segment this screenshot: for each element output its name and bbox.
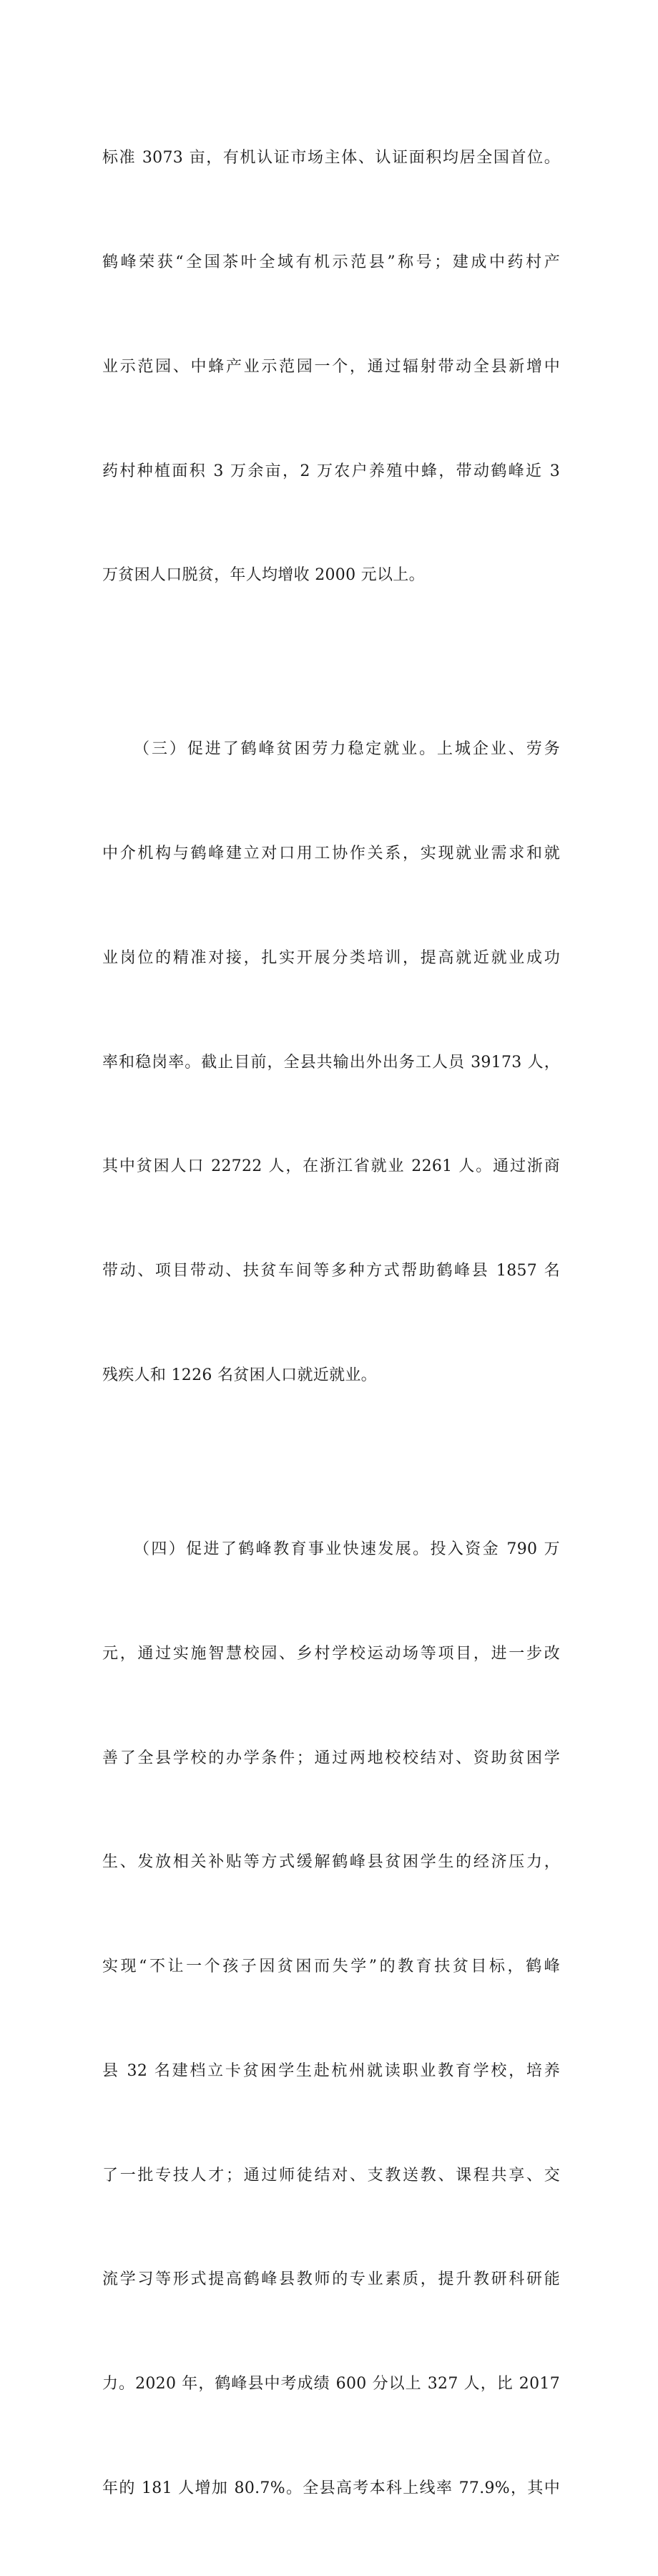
text-line: 其中贫困人口 22722 人，在浙江省就业 2261 人。通过浙商	[102, 1157, 560, 1176]
text-line: （四）促进了鹤峰教育事业快速发展。投入资金 790 万	[134, 1540, 560, 1558]
text-line: 生、发放相关补贴等方式缓解鹤峰县贫困学生的经济压力，	[102, 1853, 560, 1872]
text-line: 年的 181 人增加 80.7%。全县高考本科上线率 77.9%，其中	[102, 2479, 560, 2497]
text-line: 流学习等形式提高鹤峰县教师的专业素质，提升教研科研能	[102, 2270, 560, 2289]
text-line: 善了全县学校的办学条件；通过两地校校结对、资助贫困学	[102, 1749, 560, 1767]
text-line: 万贫困人口脱贫，年人均增收 2000 元以上。	[102, 566, 425, 585]
paragraph-3	[102, 1463, 560, 2576]
text-line: 了一批专技人才；通过师徒结对、支教送教、课程共享、交	[102, 2166, 560, 2184]
text-line: 药村种植面积 3 万余亩，2 万农户养殖中蜂，带动鹤峰近 3	[102, 462, 560, 480]
text-line: 中介机构与鹤峰建立对口用工协作关系，实现就业需求和就	[102, 845, 560, 863]
text-line: 力。2020 年，鹤峰县中考成绩 600 分以上 327 人，比 2017	[102, 2375, 560, 2393]
text-line: 鹤峰荣获“全国茶叶全域有机示范县”称号；建成中药村产	[102, 253, 560, 271]
text-line: 业岗位的精准对接，扎实开展分类培训，提高就近就业成功	[102, 948, 560, 967]
text-line: 率和稳岗率。截止目前，全县共输出外出务工人员 39173 人，	[102, 1053, 560, 1071]
text-line: 标准 3073 亩，有机认证市场主体、认证面积均居全国首位。	[102, 149, 560, 167]
text-line: 元，通过实施智慧校园、乡村学校运动场等项目，进一步改	[102, 1644, 560, 1663]
text-line: 残疾人和 1226 名贫困人口就近就业。	[102, 1366, 377, 1384]
text-line: 实现“不让一个孩子因贫困而失学”的教育扶贫目标，鹤峰	[102, 1958, 560, 1976]
paragraph-1	[102, 72, 560, 663]
text-line: 县 32 名建档立卡贫困学生赴杭州就读职业教育学校，培养	[102, 2061, 560, 2080]
document-body	[102, 72, 560, 2576]
paragraph-2	[102, 663, 560, 1463]
text-line: 业示范园、中蜂产业示范园一个，通过辐射带动全县新增中	[102, 357, 560, 376]
text-line: 带动、项目带动、扶贫车间等多种方式帮助鹤峰县 1857 名	[102, 1262, 560, 1280]
text-line: （三）促进了鹤峰贫困劳力稳定就业。上城企业、劳务	[134, 740, 560, 759]
